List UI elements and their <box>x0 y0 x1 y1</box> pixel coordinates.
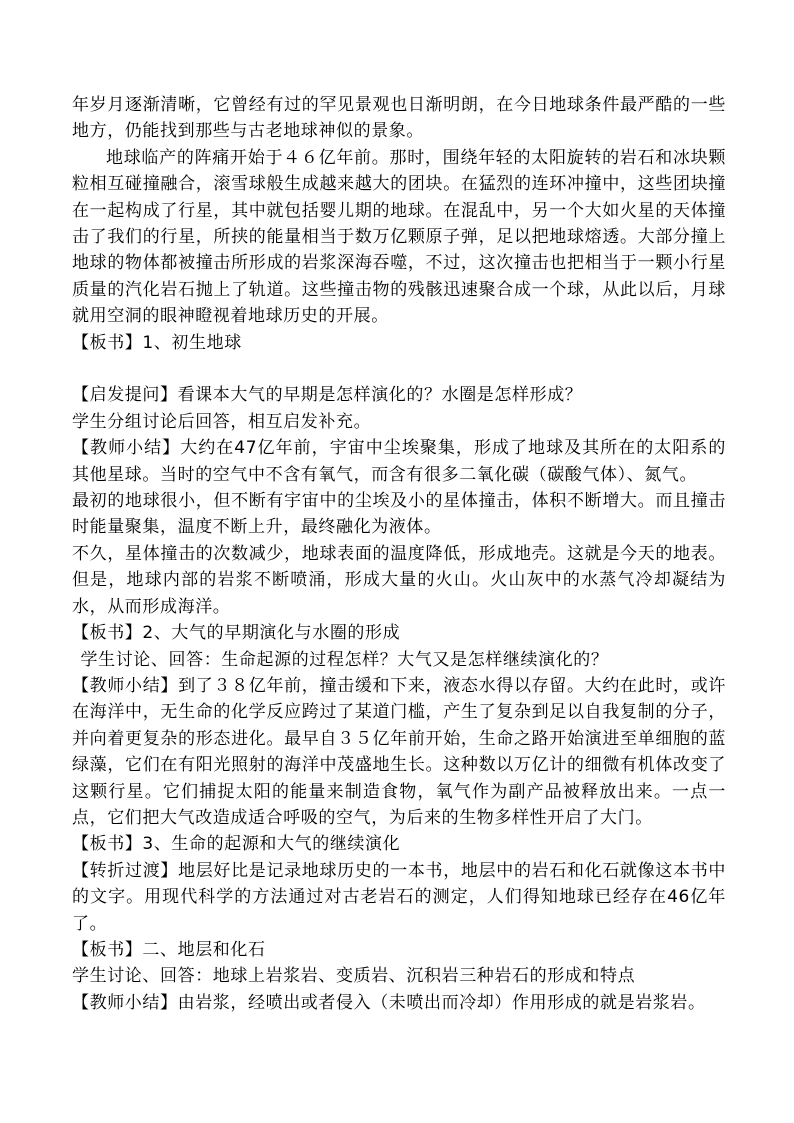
teacher-summary-3: 【教师小结】由岩浆，经喷出或者侵入（未喷出而冷却）作用形成的就是岩浆岩。 <box>72 992 706 1013</box>
document-page <box>72 92 726 1016</box>
teacher-summary-1: 【教师小结】大约在47亿年前，宇宙中尘埃聚集，形成了地球及其所在的太阳系的其他星球。当时的空气中不含有氧气，而含有很多二氧化碳（碳酸气体）、氮气。 <box>72 438 726 485</box>
prompt-question: 【启发提问】看课本大气的早期是怎样演化的？水圈是怎样形成？ <box>72 385 583 406</box>
paragraph-continuation: 年岁月逐渐清晰，它曾经有过的罕见景观也日渐明朗，在今日地球条件最严酷的一些地方，仍能找到那些与古老地球神似的景象。 <box>72 95 726 142</box>
board-note-3: 【板书】3、生命的起源和大气的继续演化 <box>72 834 401 855</box>
student-discussion-3: 学生讨论、回答：地球上岩浆岩、变质岩、沉积岩三种岩石的形成和特点 <box>72 966 636 987</box>
student-discussion-2: 学生讨论、回答：生命起源的过程怎样？大气又是怎样继续演化的？ <box>80 649 609 670</box>
teacher-summary-2: 【教师小结】到了３８亿年前，撞击缓和下来，液态水得以存留。大约在此时，或许在海洋中，无生命的化学反应跨过了某道门槛，产生了复杂到足以自我复制的分子，并向着更复杂的形态进化。最早自３５亿年前开始，生命之路开始演进至单细胞的蓝绿藻，它们在有阳光照射的海洋中茂盛地生长。这种数以万亿计的细微有机体改变了这颗行星。它们捕捉太阳的能量来制造食物，氧气作为副产品被释放出来。一点一点，它们把大气改造成适合呼吸的空气，为后来的生物多样性开启了大门。 <box>72 675 726 828</box>
blank-line <box>72 356 726 382</box>
paragraph-early-earth: 最初的地球很小，但不断有宇宙中的尘埃及小的星体撞击，体积不断增大。而且撞击时能量聚集，温度不断上升，最终融化为液体。 <box>72 491 726 538</box>
transition-note: 【转折过渡】地层好比是记录地球历史的一本书，地层中的岩石和化石就像这本书中的文字。用现代科学的方法通过对古老岩石的测定，人们得知地球已经存在46亿年了。 <box>72 860 726 934</box>
paragraph-crust-ocean: 不久，星体撞击的次数减少，地球表面的温度降低，形成地壳。这就是今天的地表。但是，地球内部的岩浆不断喷涌，形成大量的火山。火山灰中的水蒸气冷却凝结为水，从而形成海洋。 <box>72 543 726 617</box>
student-discussion: 学生分组讨论后回答，相互启发补充。 <box>72 411 372 432</box>
board-note-strata: 【板书】二、地层和化石 <box>72 939 266 960</box>
paragraph-earth-birth: 地球临产的阵痛开始于４６亿年前。那时，围绕年轻的太阳旋转的岩石和冰块颗粒相互碰撞融合，滚雪球般生成越来越大的团块。在猛烈的连环冲撞中，这些团块撞在一起构成了行星，其中就包括婴儿期的地球。在混乱中，另一个大如火星的天体撞击了我们的行星，所挟的能量相当于数万亿颗原子弹，足以把地球熔透。大部分撞上地球的物体都被撞击所形成的岩浆深海吞噬，不过，这次撞击也把相当于一颗小行星质量的汽化岩石抛上了轨道。这些撞击物的残骸迅速聚合成一个球，从此以后，月球就用空洞的眼神瞪视着地球历史的开展。 <box>72 147 726 327</box>
board-note-1: 【板书】1、初生地球 <box>72 332 242 353</box>
board-note-2: 【板书】2、大气的早期演化与水圈的形成 <box>72 623 401 644</box>
